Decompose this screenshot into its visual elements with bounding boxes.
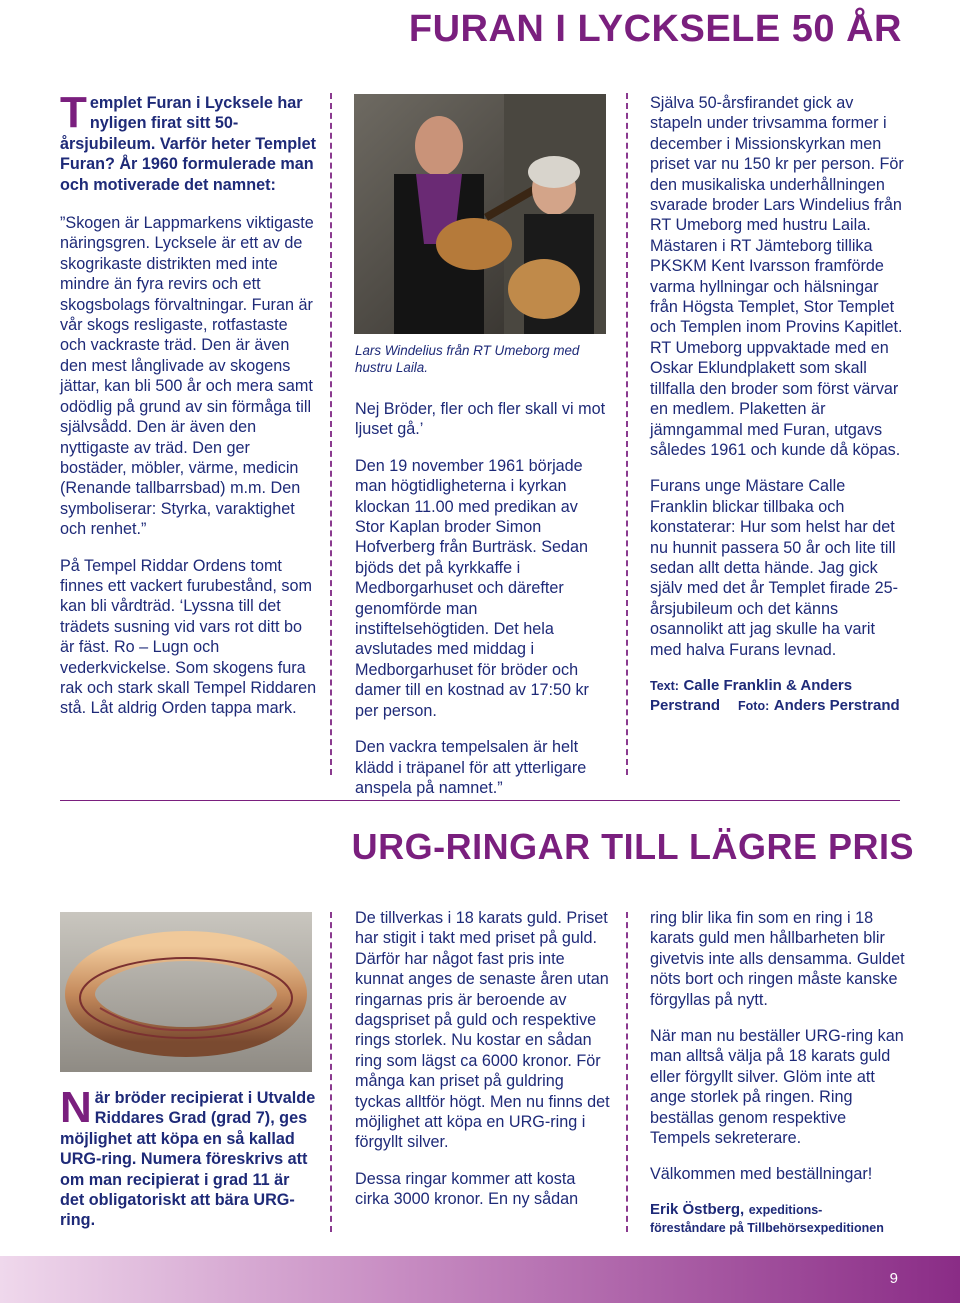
column-divider — [330, 912, 332, 1232]
article2-col2-p2: Dessa ringar kommer att kosta cirka 3000 kronor. En ny sådan — [355, 1169, 579, 1209]
article1-credits: Text: Calle Franklin & Anders Perstrand Foto: Anders Perstrand — [650, 676, 900, 714]
article2-col3-p3: Välkommen med beställningar! — [650, 1165, 873, 1184]
dropcap-t: T — [60, 88, 87, 137]
column-divider — [626, 912, 628, 1232]
article1-tempel-text: På Tempel Riddar Ordens tomt finnes ett vackert furubestånd, som kan bli vårdträd. ‘Lyssna till det trädets susning vid vars rot ditt bo är fäst. Ro – Lugn och vederkvickelse. Som skogens fura rak och stark skall Tempel Riddaren stå. Låt aldrig Orden tappa mark. — [60, 556, 317, 718]
photo-urg-ring — [60, 912, 312, 1072]
signature: Erik Östberg, expeditions- föreståndare på Tillbehörsexpeditionen — [650, 1200, 884, 1235]
article2-col3-p2: När man nu beställer URG-ring kan man alltså välja på 18 karats guld eller förgyllt silver. Glöm inte att ange storlek på ringen. Ring beställas genom respektive Tempels sekreterare. — [650, 1027, 904, 1148]
article2-lead: När bröder recipierat i Utvalde Riddares Grad (grad 7), ges möjlighet att köpa en så kallad URG-ring. Numera föreskrivs att om man recipierat i grad 11 är det obligatoriskt att bära URG-ring. — [60, 1083, 316, 1230]
article2-column-2 — [355, 908, 611, 1226]
article1-quote: ”Skogen är Lappmarkens viktigaste näringsgren. Lycksele är ett av de skogrikaste distrikten med inte mindre än fyra revirs och ett skogsbolags förvaltningar. Furan är vår skogs resligaste, rotfastaste och vackraste träd. Den är även den mest långlivade av skogens jättar, kan bli 500 år och mera samt odödlig på grund av sin förmåga till självsådd. Den är även den nyttigaste av träd. Den ger bostäder, möbler, värme, medicin (Renande tallbarrsbad) m.m. Den symboliserar: Styrka, varaktighet och renhet.” — [60, 214, 314, 539]
article2-col3-p1: ring blir lika fin som en ring i 18 karats guld men hållbarheten blir givetvis inte alls densamma. Guldet nöts bort och ringen måste kanske förgyllas på nytt. — [650, 909, 905, 1009]
article2-col2-p1: De tillverkas i 18 karats guld. Priset har stigit i takt med priset på guld. Därför har något fast pris inte kunnat anges de senaste åren utan ringarnas pris är beroende av dagspriset på guld och respektive rings storlek. Nu kostar en sådan ring som lägst ca 6000 kronor. För många kan priset på guldring tyckas alltför högt. Men nu finns det möjlighet att köpa en URG-ring i förgyllt silver. — [355, 909, 610, 1152]
article2-column-3 — [650, 908, 906, 1253]
article1-lead: Templet Furan i Lycksele har nyligen firat sitt 50-årsjubileum. Varför heter Templet Furan? År 1960 formulerade man och motiverade det namnet: — [60, 88, 317, 194]
article1-col2-p3: Den vackra tempelsalen är helt klädd i träpanel för att ytterligare anspela på namnet.” — [355, 738, 587, 797]
article-title-urg: URG-RINGAR TILL LÄGRE PRIS — [351, 826, 914, 867]
article1-col3-p1: Själva 50-årsfirandet gick av stapeln under trivsamma former i december i Missionskyrkan men priset var nu 150 kr per person. För den musikaliska underhållningen svarade broder Lars Windelius från RT Umeborg med hustru Laila. Mästaren i RT Jämteborg tillika PKSKM Kent Ivarsson framförde varma hyllningar och hälsningar från Högsta Templet, Stor Templet och Templen inom Provins Kapitlet. RT Umeborg uppvaktade med en Oskar Eklundplakett som skall tillfalla den broder som först värvar en medlem. Plaketten är jämngammal med Furan, utgavs således 1961 och kunde då köpas. — [650, 94, 904, 459]
article1-col3-p2: Furans unge Mästare Calle Franklin blickar tillbaka och konstaterar: Hur som helst har det nu hunnit passera 50 år och lite till sedan allt detta hände. Jag gick själv med det år Templet firade 25-årsjubileum och det känns osannolikt att jag skulle ha varit med halva Furans levnad. — [650, 477, 899, 659]
article1-column-2 — [355, 399, 611, 814]
article2-column-1 — [60, 1083, 316, 1247]
ring-illustration — [60, 912, 312, 1072]
section-divider — [60, 800, 900, 801]
column-divider — [626, 93, 628, 775]
footer-bar — [0, 1256, 960, 1303]
photo-musicians — [354, 94, 606, 334]
article1-col2-p2: Den 19 november 1961 började man högtidligheterna i kyrkan klockan 11.00 med predikan av Stor Kaplan broder Simon Hofverberg från Burträsk. Sedan bjöds det på kyrkkaffe i Medborgarhuset och därefter genomförde man instiftelsehögtiden. Det hela avslutades med middag i Medborgarhuset för bröder och damer till en kostnad av 17:50 kr per person. — [355, 456, 589, 720]
article-title-furan: FURAN I LYCKSELE 50 ÅR — [408, 8, 902, 50]
musicians-illustration — [354, 94, 606, 334]
page-number: 9 — [889, 1270, 898, 1287]
article1-column-1 — [60, 88, 318, 735]
column-divider — [330, 93, 332, 775]
dropcap-n: N — [60, 1083, 92, 1132]
article1-column-3 — [650, 93, 904, 732]
article1-col2-p1: Nej Bröder, fler och fler skall vi mot ljuset gå.’ — [355, 400, 606, 439]
photo-caption: Lars Windelius från RT Umeborg med hustru Laila. — [355, 343, 580, 375]
